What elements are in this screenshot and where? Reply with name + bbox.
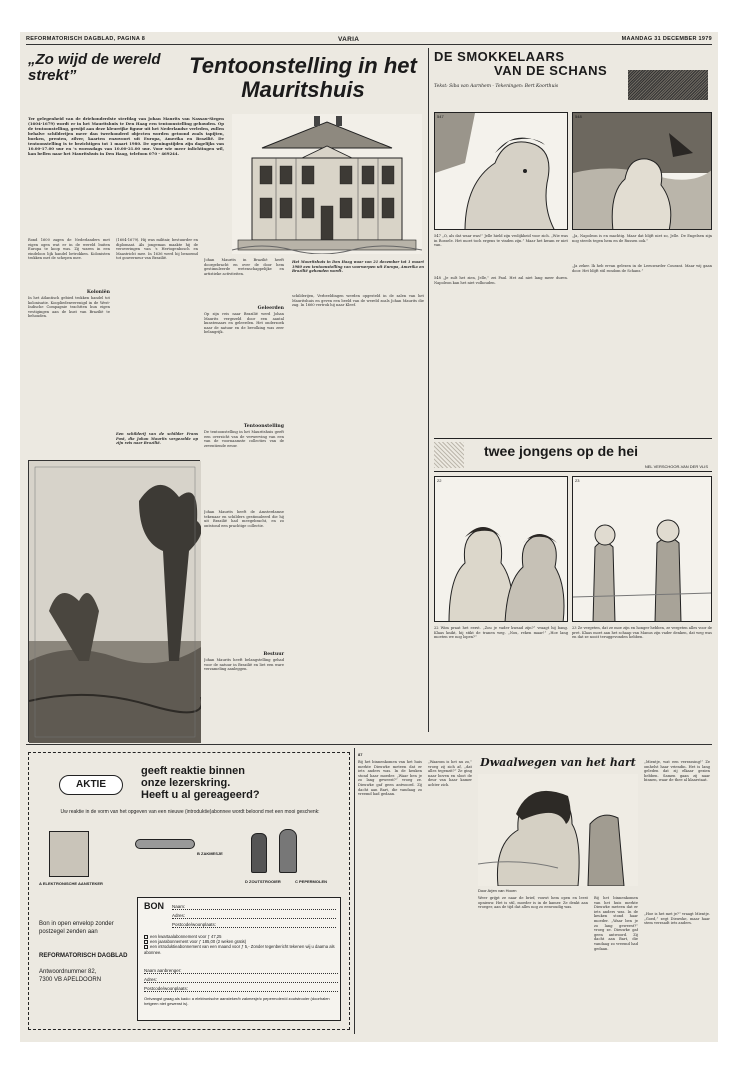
gift-d-label: D ZOUTSTROOIER xyxy=(245,879,281,884)
article-col4-text: schilderijen, Verbeeldingen werden opgesteld in de zalen van het Mauritshuis en geven een beeld van de wereld zoals Johan Maurits die zag. In 1660 vertrok hij naar Kleef. xyxy=(292,294,424,308)
smokkel-panel-number-1: 547 xyxy=(437,114,444,119)
smokkel-panel-number-2: 548 xyxy=(575,114,582,119)
article-col3c-text: De tentoonstelling in het Mauritshuis geeft een overzicht van de verwerving van een van de voornaamste collecties van de zeventiende eeuw. xyxy=(204,430,284,448)
jongens-text-2: 23 Ze vergeten, dat ze moe zijn en honger hebben, ze vergeten alles voor de pret. Klaas moet aan het schaap van Manus zijn vader denken, dat weg was en dat ze nooit teruggevonden hebben. xyxy=(572,626,712,640)
gift-choice-note: Ontvangst graag als kado: a elektronische aansteker/b zakmesje/c pepermolen/d zoutstrooier (doorhalen hetgeen niet gewenst is). xyxy=(144,996,330,1006)
subheading-kolonien: Koloniën xyxy=(86,290,110,295)
lighter-icon xyxy=(49,831,89,877)
subheading-geleerden: Geleerden xyxy=(257,306,284,311)
article-column-1 xyxy=(28,238,110,428)
pepper-mill-icon xyxy=(279,829,297,873)
subscription-options xyxy=(144,934,338,955)
smokkel-text-2: „Ja, Napoleon is en machtig. Maar dat blijft niet zo, Jelle. De Engelsen zijn nog steeds tegen hem en de Russen ook.” xyxy=(572,234,712,243)
serial-author: Door Arjen van Hoorn xyxy=(478,888,517,893)
frans-post-painting xyxy=(28,460,200,742)
masthead-rule xyxy=(26,44,712,45)
article-column-2 xyxy=(116,238,198,428)
serial-title: Dwaalwegen van het hart xyxy=(480,756,636,769)
name-field[interactable]: Naam: xyxy=(172,904,336,910)
aktie-badge: AKTIE xyxy=(59,775,123,795)
serial-col2: Weer grijpt ze naar de brief, vouwt hem open en leest opnieuw. Het is stil, moeder is in de kamer. Ze denkt aan vroeger, aan de tijd dat alles nog zo eenvoudig was. xyxy=(478,896,588,910)
article-col2-text: (1604-1679). Hij was militair, bestuurder en diplomaat. Als jongeman maakte hij de veroveringen van 's Hertogenbosch en Maastricht mee. In 1636 werd hij benoemd tot gouverneur van Brazilië. xyxy=(116,238,198,261)
reply-address-1: Antwoordnummer 82, xyxy=(39,969,97,975)
building-caption: Het Mauritshuis in Den Haag waar van 21 december tot 1 maart 1980 een tentoonstelling van voorwerpen uit Europa, Amerika en Brazilië gehouden wordt. xyxy=(292,260,424,274)
jongens-title-block xyxy=(434,438,712,472)
jongens-credit: NEL VERSCHOOR-VAN DER VLIS xyxy=(644,464,708,469)
column-divider xyxy=(428,48,429,732)
smokkel-text-3: 548 „Je zult het zien, Jelle,” zei Paul. Het zal niet lang meer duren. Napoleon kan het niet volhouden. xyxy=(434,276,568,285)
article-col1-text: Rond 1600 zagen de Nederlanders met eigen ogen wat er in de wereld buiten Europa te koop was. Zij waren in een eindeloos lijk handel betrokken. Kolonisten trokken met de schepen mee. xyxy=(28,238,110,261)
smokkel-panel-547 xyxy=(434,112,568,230)
serial-col1: Bij het binnenkomen van het huis merkte Dieuwke meteen dat er iets anders was. In de keuken stond haar moeder. „Waar ben je zo lang geweest?” vroeg ze. Dieuwke gaf geen antwoord. Zij dacht aan Bart, die vandaag zo vreemd had gedaan. xyxy=(358,760,422,797)
article-quote: „Zo wijd de wereld strekt” xyxy=(28,51,161,84)
painting-caption: Een schilderij van de schilder Frans Post, die Johan Maurits vergezelde op zijn reis naar Brazilië. xyxy=(116,432,198,446)
jongens-panel-22 xyxy=(434,476,568,622)
reply-address-2: 7300 VB APELDOORN xyxy=(39,977,102,983)
subscription-coupon xyxy=(28,752,350,1030)
address-field[interactable]: Adres: xyxy=(172,913,336,919)
article-col3e-text: Johan Maurits heeft belangstelling gehad voor de natuur in Brazilië en liet een ware verzameling aanleggen. xyxy=(204,658,284,672)
pocketknife-icon xyxy=(135,839,195,849)
option-intro-label: een introduktieabonnement van een maand voor ƒ 5,- Zonder tegenbericht tekenen wij u daarna als abonnee. xyxy=(144,944,335,955)
option-quarterly-label: een kwartaalabonnement voor ƒ 47,25 xyxy=(150,934,222,939)
serial-col3b: „Hoe is het met je?” vraagt Mientje. „Goed,” zegt Dieuwke, maar haar stem verraadt iets anders. xyxy=(644,912,710,926)
bottom-divider xyxy=(354,748,355,1034)
subheading-bestuur: Bestuur xyxy=(263,652,284,657)
serial-col2b: Bij het binnenkomen van het huis merkte Dieuwke meteen dat er iets anders was. In de keuken stond haar moeder. „Waar ben je zo lang geweest?” vroeg ze. Dieuwke gaf geen antwoord. Zij dacht aan Bart, die vandaag zo vreemd had gedaan. xyxy=(594,896,638,951)
serial-story xyxy=(358,752,712,1030)
serial-number: 87 xyxy=(358,752,363,757)
jongens-title: twee jongens op de hei xyxy=(484,443,639,459)
smokkel-credit: Tekst: Siba van Aarnhem - Tekeningen: Bert Koorthuis xyxy=(434,84,559,89)
serial-col3: „Mientje, wat een verrassing!” Ze omhelst haar vriendin. Het is lang geleden dat zij elkaar gezien hebben. Samen gaan zij naar binnen, waar de thee al klaarstaat. xyxy=(644,760,710,783)
jongens-panel-number-1: 22 xyxy=(437,478,442,483)
serial-illustration xyxy=(478,774,638,886)
boys-vignette xyxy=(434,442,464,468)
article-column-4 xyxy=(292,260,424,770)
jongens-panel-23 xyxy=(572,476,712,622)
referrer-postal-field[interactable]: Postcode/woonplaats: xyxy=(144,986,338,992)
referrer-name-field[interactable]: Naam aanbrenger: xyxy=(144,968,338,974)
coupon-intro: Uw reaktie in de vorm van het opgeven van een nieuwe (introduktie)abonnee wordt beloond met een mooi geschenk: xyxy=(60,809,320,815)
send-instruction: Bon in open envelop zonder postzegel zenden aan xyxy=(39,921,114,935)
gift-b-label: B ZAKMESJE xyxy=(197,851,223,856)
coupon-headline-2: onze lezerskring. xyxy=(141,777,231,789)
smokkel-text-4: „Ja zeker. Ik heb ervan gelezen in de Leeuwarder Courant. Maar wij gaan door. Het blijft stil rondom de Schans.” xyxy=(572,264,712,273)
article-headline: Tentoonstelling in het Mauritshuis xyxy=(189,53,417,102)
section-divider xyxy=(26,744,712,745)
referrer-address-field[interactable]: Adres: xyxy=(144,977,338,983)
gift-c-label: C PEPERMOLEN xyxy=(295,879,328,884)
smokkel-text-1: 547 „O, als dat waar was!” Jelle hield zijn vrolijkheid voor zich. „Wie was in Rossele. Het moet toch ergens te vinden zijn.” Maar het kwam er niet van. xyxy=(434,234,568,248)
newspaper-page xyxy=(20,32,718,1042)
masthead-left: REFORMATORISCH DAGBLAD, PAGINA 8 xyxy=(26,36,146,42)
article-col1b-text: In het Atlantisch gebied trokken handel tot kolonisatie. Koopliedenverenigd in de West-Indische Compagnie trachtten hun eigen vestigingen aan de kust van Brazilië te behouden. xyxy=(28,296,110,319)
mauritshuis-illustration xyxy=(232,114,422,254)
postal-city-field[interactable]: Postcode/woonplaats: xyxy=(172,922,336,928)
bon-form xyxy=(137,897,341,1021)
masthead-date: MAANDAG 31 DECEMBER 1979 xyxy=(621,36,712,42)
bon-title: BON xyxy=(144,901,164,911)
article-col3-text: Johan Maurits in Brazilië heeft doorgebracht en over de door hem gestimuleerde wetenschappelijke en artistieke activiteiten. xyxy=(204,258,284,276)
article-column-3 xyxy=(204,258,284,728)
smokkel-panel-548 xyxy=(572,112,712,230)
article-col3b-text: Op zijn reis naar Brazilië werd Johan Maurits vergezeld door een aantal kunstenaars en geleerden. Het onderzoek naar de natuur en de bevolking was zeer belangrijk. xyxy=(204,312,284,335)
smokkel-title-block xyxy=(434,50,712,108)
option-yearly-label: een jaarabonnement voor ƒ 185,00 (2 weken gratis) xyxy=(150,939,247,945)
smokkel-title-line2: VAN DE SCHANS xyxy=(494,63,608,78)
coupon-headline-1: geeft reaktie binnen xyxy=(141,765,245,777)
masthead-section: VARIA xyxy=(338,36,360,43)
option-intro[interactable] xyxy=(144,944,338,954)
publisher-name: REFORMATORISCH DAGBLAD xyxy=(39,953,128,959)
jongens-panel-number-2: 23 xyxy=(575,478,580,483)
gift-a-label: A ELEKTRONISCHE AANSTEKER xyxy=(39,881,103,886)
jongens-text-1: 22 Wim praat het eerst. „Zou je vader kwaad zijn?” vraagt hij bang. Klaas knikt, hij stikt de tranen weg. „Nou, reken maar!” „Hoe lang moeten we nog lopen?” xyxy=(434,626,568,640)
coupon-headline xyxy=(141,765,341,801)
article-col3d-text: Johan Maurits heeft de Amsterdamse tekenaar en schilders gestimuleerd die hij uit Brazilië had meegebracht, en zo ontstond een prachtige collectie. xyxy=(204,510,284,528)
coupon-headline-3: Heeft u al gereageerd? xyxy=(141,789,260,801)
serial-col1b: „Waarom is het nu zo,” vroeg zij zich af, „dat alles tegenzit?” Ze ging naar boven en sloot de deur van haar kamer achter zich. xyxy=(428,760,472,787)
smokkel-title-line1: DE SMOKKELAARS xyxy=(434,49,565,64)
ship-silhouette xyxy=(628,70,708,100)
article-lead: Ter gelegenheid van de driehonderdste sterfdag van Johan Maurits van Nassau-Siegen (1604-1679) wordt er in het Mauritshuis te Den Haag een tentoonstelling gehouden. Op de tentoonstelling, gewijd aan deze kleurrijke figuur uit het Nederlandse verleden, zullen behalve schilderijen meer dan tweehonderd objecten worden getoond zoals tapijten, boeken, prenten, zilver, kaarten enzovoort uit Europa, Amerika en Brazilië. De tentoonstelling is te bezichtigen tot 1 maart 1980. De openingstijden zijn dagelijks van 10.00-17.00 uur en 's woensdags van 10.00-21.00 uur. Voor wie meer inlichtingen wil, kan bellen naar het Mauritshuis in Den Haag, telefoon 070 - 469244. xyxy=(28,116,224,156)
subheading-tentoonstelling: Tentoonstelling xyxy=(243,424,284,429)
